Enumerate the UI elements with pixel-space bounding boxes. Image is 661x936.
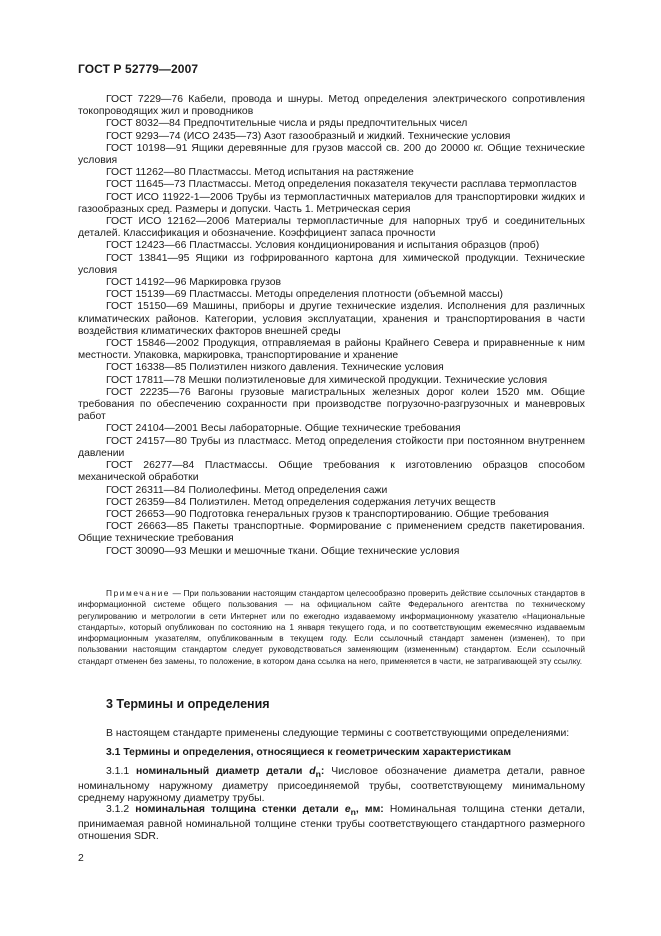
reference-item: ГОСТ ИСО 12162—2006 Материалы термопластичные для напорных труб и соединительных деталей. Классификация и обозначение. Коэффициент запаса прочности xyxy=(78,216,585,240)
note-paragraph xyxy=(78,588,585,667)
section-intro: В настоящем стандарте применены следующие термины с соответствующими определениями: xyxy=(106,728,570,739)
reference-item: ГОСТ 14192—96 Маркировка грузов xyxy=(106,277,282,289)
reference-item: ГОСТ 26277—84 Пластмассы. Общие требования к изготовлению образцов способом механической обработки xyxy=(78,460,585,484)
section-heading: 3 Термины и определения xyxy=(106,697,270,711)
term-3-1-2 xyxy=(78,804,585,844)
reference-item: ГОСТ 24104—2001 Весы лабораторные. Общие технические требования xyxy=(106,423,461,435)
reference-item: ГОСТ 17811—78 Мешки полиэтиленовые для химической продукции. Технические условия xyxy=(106,374,548,386)
subsection-heading-text: 3.1 Термины и определения, относящиеся к геометрическим характеристикам xyxy=(106,747,512,758)
reference-item: ГОСТ 10198—91 Ящики деревянные для грузов массой св. 200 до 20000 кг. Общие технические условия xyxy=(78,142,585,167)
term-colon: : xyxy=(320,766,325,777)
page-number: 2 xyxy=(78,853,84,864)
term-unit: , мм: xyxy=(355,804,384,815)
reference-item: ГОСТ 30090—93 Мешки и мешочные ткани. Общие технические условия xyxy=(106,545,460,557)
reference-item: ГОСТ 13841—95 Ящики из гофрированного картона для химической продукции. Технические условия xyxy=(78,252,585,276)
term-definition: Числовое обозначение диаметра детали, равное номинальному наружному диаметру присоединяемой трубы, соответствующему минимальному среднему наружному диаметру трубы. xyxy=(78,766,586,805)
term-name: номинальная толщина стенки детали xyxy=(135,804,345,815)
term-symbol-subscript: n xyxy=(350,807,356,818)
term-name: номинальный диаметр детали xyxy=(135,766,310,777)
document-header: ГОСТ Р 52779—2007 xyxy=(78,62,199,76)
note-label: Примечание xyxy=(106,588,171,598)
reference-item: ГОСТ 7229—76 Кабели, провода и шнуры. Метод определения электрического сопротивления токопроводящих жил и проводников xyxy=(78,94,585,118)
reference-item: ГОСТ 26653—90 Подготовка генеральных грузов к транспортированию. Общие требования xyxy=(106,508,549,520)
reference-item: ГОСТ 16338—85 Полиэтилен низкого давления. Технические условия xyxy=(106,362,444,374)
reference-item: ГОСТ 26663—85 Пакеты транспортные. Формирование с применением средств пакетирования. Общие технические требования xyxy=(78,521,585,545)
subsection-heading xyxy=(78,747,585,760)
note-text: — При пользовании настоящим стандартом целесообразно проверить действие ссылочных стандартов в информационной системе общего пользования — на официальном сайте Федерального агентства по техническому регулированию и метрологии в сети Интернет или по ежегодно издаваемому информационному указателю «Национальные стандарты», который опубликован по состоянию на 1 января текущего года, и по соответствующим ежемесячно издаваемым информационным указателям, опубликованным в текущем году. Если ссылочный стандарт заменен (изменен), то при пользовании настоящим стандартом следует руководствоваться заменяющим (измененным) стандартом. Если ссылочный стандарт отменен без замены, то положение, в котором дана ссылка на него, применяется в части, не затрагивающей эту ссылку. xyxy=(78,588,585,666)
term-number: 3.1.1 xyxy=(106,766,136,777)
term-number: 3.1.2 xyxy=(106,804,136,815)
reference-item: ГОСТ 24157—80 Трубы из пластмасс. Метод определения стойкости при постоянном внутреннем давлении xyxy=(78,435,585,459)
term-3-1-1 xyxy=(78,766,585,806)
reference-item: ГОСТ 26359—84 Полиэтилен. Метод определения содержания летучих веществ xyxy=(106,496,496,508)
term-symbol-subscript: n xyxy=(315,769,321,780)
reference-item: ГОСТ 12423—66 Пластмассы. Условия кондиционирования и испытания образцов (проб) xyxy=(106,240,540,252)
reference-item: ГОСТ ИСО 11922-1—2006 Трубы из термопластичных материалов для транспортировки жидких и газообразных сред. Размеры и допуски. Часть 1. Метрическая серия xyxy=(78,191,585,215)
reference-item: ГОСТ 9293—74 (ИСО 2435—73) Азот газообразный и жидкий. Технические условия xyxy=(106,130,511,142)
reference-item: ГОСТ 15139—69 Пластмассы. Методы определения плотности (объемной массы) xyxy=(106,289,503,301)
reference-item: ГОСТ 26311—84 Полиолефины. Метод определения сажи xyxy=(106,484,388,496)
reference-list xyxy=(78,94,585,558)
reference-item: ГОСТ 8032—84 Предпочтительные числа и ряды предпочтительных чисел xyxy=(106,118,468,130)
reference-item: ГОСТ 15846—2002 Продукция, отправляемая в районы Крайнего Севера и приравненные к ним местности. Упаковка, маркировка, транспортирование и хранение xyxy=(78,338,585,362)
term-symbol: e xyxy=(344,804,351,815)
reference-item: ГОСТ 22235—76 Вагоны грузовые магистральных железных дорог колеи 1520 мм. Общие требования по обеспечению сохранности при производстве погрузочно-разгрузочных и маневровых работ xyxy=(78,386,585,423)
term-symbol: d xyxy=(309,766,316,777)
reference-item: ГОСТ 15150—69 Машины, приборы и другие технические изделия. Исполнения для различных климатических районов. Категории, условия эксплуатации, хранения и транспортирования в части воздействия климатических факторов внешней среды xyxy=(78,301,585,337)
reference-item: ГОСТ 11262—80 Пластмассы. Метод испытания на растяжение xyxy=(106,167,414,179)
term-definition: Номинальная толщина стенки детали, принимаемая равной номинальной толщине стенки трубы соответствующего стандартного размерного отношения SDR. xyxy=(78,804,585,843)
reference-item: ГОСТ 11645—73 Пластмассы. Метод определения показателя текучести расплава термопластов xyxy=(106,179,577,191)
